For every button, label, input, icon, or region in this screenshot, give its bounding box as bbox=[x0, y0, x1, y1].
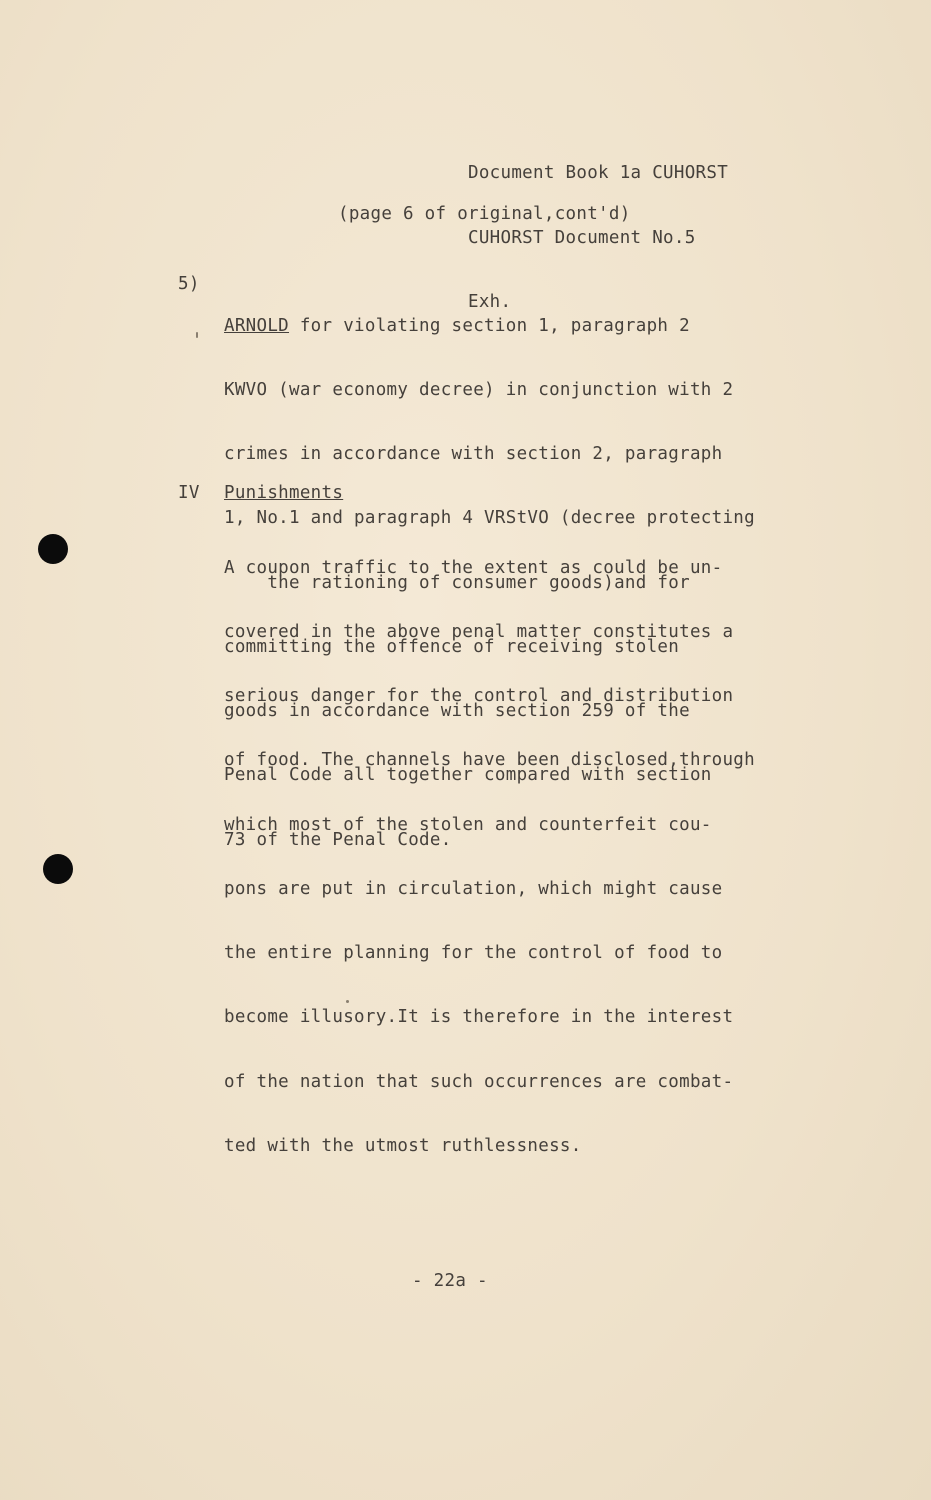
item-5-line: crimes in accordance with section 2, paragraph bbox=[224, 444, 723, 465]
punch-hole bbox=[38, 534, 68, 564]
paragraph-line: serious danger for the control and distribution bbox=[224, 686, 734, 707]
item-number: 5) bbox=[178, 274, 200, 294]
section-heading: Punishments bbox=[224, 483, 344, 503]
item-5-first-line-rest: for violating section 1, paragraph 2 bbox=[289, 315, 690, 336]
paper-speck bbox=[346, 1000, 349, 1003]
header-line: Document Book 1a CUHORST bbox=[468, 162, 729, 183]
header-line: Exh. bbox=[468, 292, 512, 313]
item-5-line: committing the offence of receiving stolen bbox=[224, 636, 680, 657]
punishments-paragraph bbox=[224, 515, 755, 1200]
paper-speck bbox=[196, 332, 198, 338]
paragraph-line: covered in the above penal matter constitutes a bbox=[224, 622, 734, 643]
item-5-line: 1, No.1 and paragraph 4 VRStVO (decree protecting bbox=[224, 508, 755, 529]
paragraph-line: A coupon traffic to the extent as could be un- bbox=[224, 557, 723, 578]
punch-hole bbox=[43, 854, 73, 884]
page-reference: (page 6 of original,cont'd) bbox=[338, 204, 631, 224]
paragraph-line: pons are put in circulation, which might cause bbox=[224, 878, 723, 899]
defendant-name: ARNOLD bbox=[224, 315, 290, 336]
paragraph-line: of food. The channels have been disclosed,through bbox=[224, 750, 755, 771]
header-line: CUHORST Document No.5 bbox=[468, 227, 696, 248]
item-5-line: 73 of the Penal Code. bbox=[224, 829, 452, 850]
item-5-line: goods in accordance with section 259 of the bbox=[224, 701, 690, 722]
page-number: - 22a - bbox=[412, 1271, 488, 1291]
paragraph-line: the entire planning for the control of food to bbox=[224, 943, 723, 964]
item-5-first-line bbox=[224, 316, 755, 337]
paragraph-line: become illusory.It is therefore in the interest bbox=[224, 1007, 734, 1028]
item-5-line: Penal Code all together compared with section bbox=[224, 765, 712, 786]
paragraph-line: of the nation that such occurrences are combat- bbox=[224, 1071, 734, 1092]
paragraph-line: ted with the utmost ruthlessness. bbox=[224, 1135, 582, 1156]
item-5-line: KWVO (war economy decree) in conjunction with 2 bbox=[224, 380, 734, 401]
paragraph-line: which most of the stolen and counterfeit cou- bbox=[224, 814, 712, 835]
item-5-line: the rationing of consumer goods)and for bbox=[224, 572, 690, 593]
section-numeral: IV bbox=[178, 483, 200, 503]
